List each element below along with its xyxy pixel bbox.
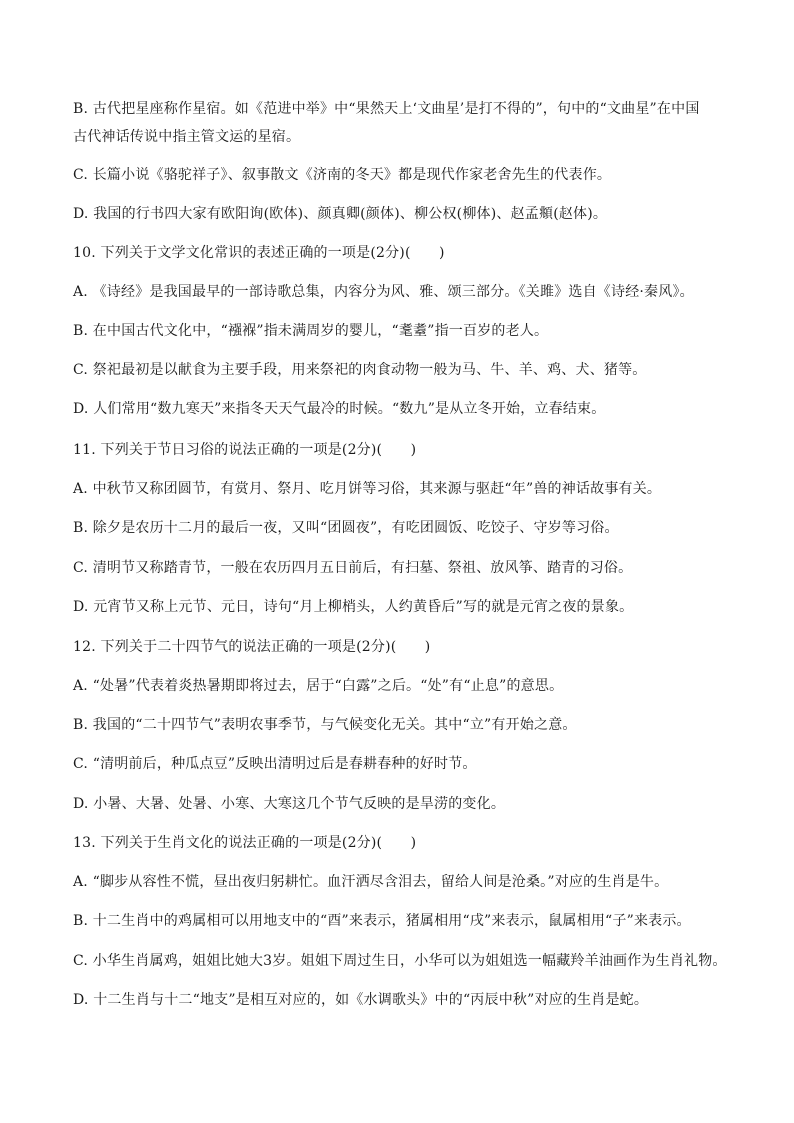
q13-option-b: B. 十二生肖中的鸡属相可以用地支中的“酉”来表示，猪属相用“戌”来表示，鼠属相用“子”来表示。 [73,913,691,929]
question-13: 13. 下列关于生肖文化的说法正确的一项是(2分)( ) [73,835,417,851]
q13-option-d: D. 十二生肖与十二“地支”是相互对应的，如《水调歌头》中的“丙辰中秋”对应的生肖是蛇。 [73,992,649,1008]
option-b-line-1: B. 古代把星座称作星宿。如《范进中举》中“果然天上‘文曲星’是打不得的”，句中的“文曲星”在中国 [73,101,700,117]
question-11: 11. 下列关于节日习俗的说法正确的一项是(2分)( ) [73,442,417,458]
q11-option-b: B. 除夕是农历十二月的最后一夜，又叫“团圆夜”，有吃团圆饭、吃饺子、守岁等习俗。 [73,520,619,536]
q13-option-c: C. 小华生肖属鸡，姐姐比她大3岁。姐姐下周过生日，小华可以为姐姐选一幅藏羚羊油画作为生肖礼物。 [73,953,727,969]
option-d: D. 我国的行书四大家有欧阳询(欧体)、颜真卿(颜体)、柳公权(柳体)、赵孟頫(赵体)。 [73,206,608,222]
q11-option-c: C. 清明节又称踏青节，一般在农历四月五日前后，有扫墓、祭祖、放风筝、踏青的习俗。 [73,560,633,576]
q12-option-b: B. 我国的“二十四节气”表明农事季节，与气候变化无关。其中“立”有开始之意。 [73,717,577,733]
question-10: 10. 下列关于文学文化常识的表述正确的一项是(2分)( ) [73,245,445,261]
q11-option-d: D. 元宵节又称上元节、元日，诗句“月上柳梢头，人约黄昏后”写的就是元宵之夜的景象。 [73,599,634,615]
option-c: C. 长篇小说《骆驼祥子》、叙事散文《济南的冬天》都是现代作家老舍先生的代表作。 [73,167,612,183]
option-b-line-2: 古代神话传说中指主管文运的星宿。 [73,129,301,145]
q10-option-c: C. 祭祀最初是以献食为主要手段，用来祭祀的肉食动物一般为马、牛、羊、鸡、犬、猪等。 [73,362,647,378]
q10-option-b: B. 在中国古代文化中，“襁褓”指未满周岁的婴儿，“耄耋”指一百岁的老人。 [73,323,549,339]
q12-option-d: D. 小暑、大暑、处暑、小寒、大寒这几个节气反映的是旱涝的变化。 [73,796,506,812]
q12-option-c: C. “清明前后，种瓜点豆”反映出清明过后是春耕春种的好时节。 [73,756,477,772]
q13-option-a: A. “脚步从容性不慌，昼出夜归躬耕忙。血汗洒尽含泪去，留给人间是沧桑。”对应的生肖是牛。 [73,874,669,890]
q12-option-a: A. “处暑”代表着炎热暑期即将过去，居于“白露”之后。“处”有“止息”的意思。 [73,678,564,694]
q11-option-a: A. 中秋节又称团圆节，有赏月、祭月、吃月饼等习俗，其来源与驱赶“年”兽的神话故事有关。 [73,481,662,497]
q10-option-d: D. 人们常用“数九寒天”来指冬天天气最冷的时候。“数九”是从立冬开始，立春结束。 [73,401,606,417]
q10-option-a: A. 《诗经》是我国最早的一部诗歌总集，内容分为风、雅、颂三部分。《关雎》选自《诗经·秦风》。 [73,284,694,300]
question-12: 12. 下列关于二十四节气的说法正确的一项是(2分)( ) [73,639,431,655]
